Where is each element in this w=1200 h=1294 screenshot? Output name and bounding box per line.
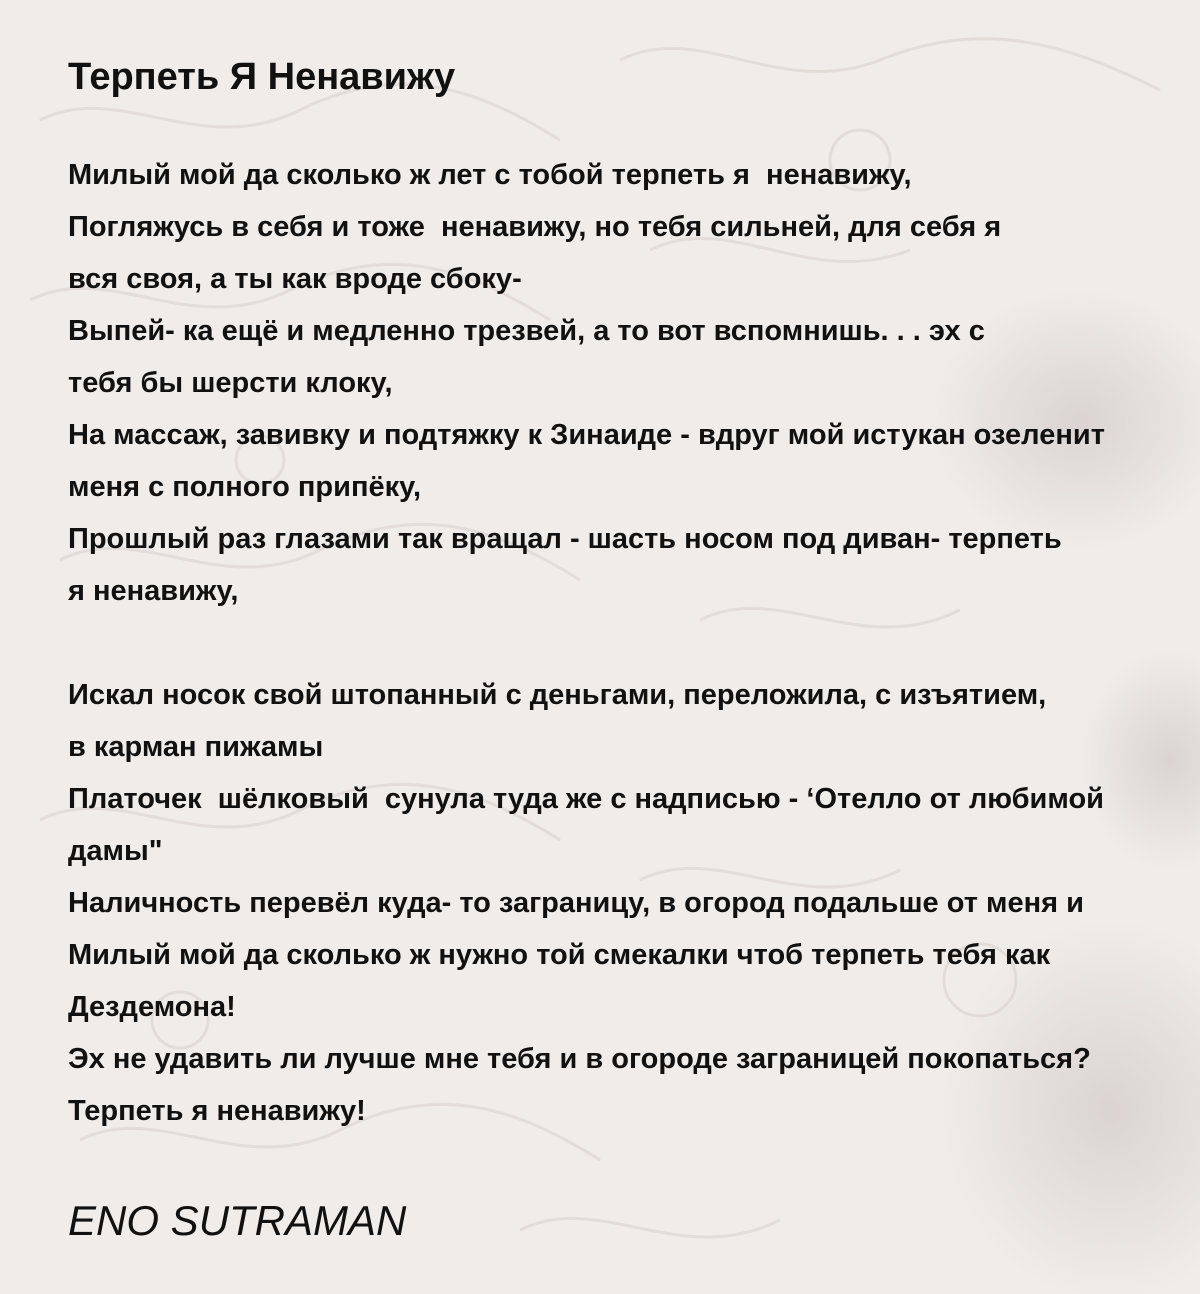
poem-line: Погляжусь в себя и тоже ненавижу, но тебя сильней, для себя я: [68, 211, 1002, 243]
poem-line: меня с полного припёку,: [68, 471, 422, 503]
poem-line: Эх не удавить ли лучше мне тебя и в огороде заграницей покопаться?: [68, 1043, 1091, 1075]
poem-author: ENO SUTRAMAN: [68, 1197, 407, 1244]
poem-line: Искал носок свой штопанный с деньгами, переложила, с изъятием,: [68, 679, 1047, 711]
poem-line: в карман пижамы: [68, 731, 324, 763]
poem-line: Терпеть я ненавижу!: [68, 1095, 366, 1127]
poem-title: Терпеть Я Ненавижу: [68, 56, 456, 98]
poem-line: Милый мой да сколько ж лет с тобой терпеть я ненавижу,: [68, 159, 912, 191]
poem-line: тебя бы шерсти клоку,: [68, 367, 393, 399]
poem-line: Платочек шёлковый сунула туда же с надписью - ‘Отелло от любимой: [68, 783, 1104, 815]
poem-line: Выпей- ка ещё и медленно трезвей, а то вот вспомнишь. . . эх с: [68, 315, 985, 347]
poem-line: Милый мой да сколько ж нужно той смекалки чтоб терпеть тебя как: [68, 939, 1051, 971]
poem-line: На массаж, завивку и подтяжку к Зинаиде - вдруг мой истукан озеленит: [68, 419, 1105, 451]
poem-line: Дездемона!: [68, 991, 236, 1023]
poem-line: дамы": [68, 835, 163, 867]
poem-line: вся своя, а ты как вроде сбоку-: [68, 263, 522, 295]
poem-line: я ненавижу,: [68, 575, 239, 607]
poem-line: Наличность перевёл куда- то заграницу, в огород подальше от меня и: [68, 887, 1084, 919]
poem-line: Прошлый раз глазами так вращал - шасть носом под диван- терпеть: [68, 523, 1062, 555]
